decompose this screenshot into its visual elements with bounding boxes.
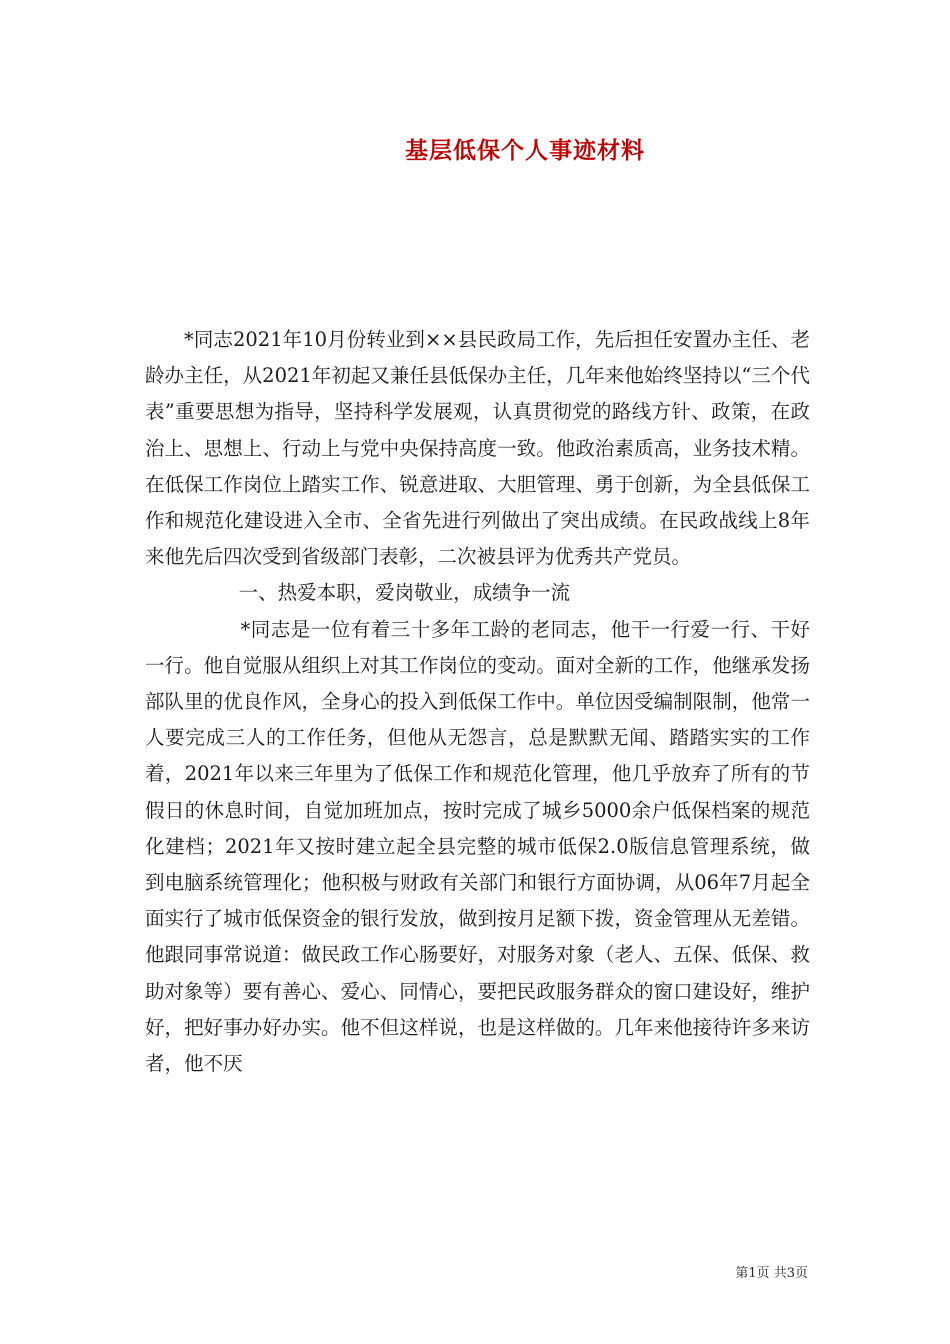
paragraph-section-1: *同志是一位有着三十多年工龄的老同志，他干一行爱一行、干好一行。他自觉服从组织上对其工作岗位的变动。面对全新的工作，他继承发扬部队里的优良作风，全身心的投入到低保工作中。单位因受编制限制，他常一人要完成三人的工作任务，但他从无怨言，总是默默无闻、踏踏实实的工作着，2021年以来三年里为了低保工作和规范化管理，他几乎放弃了所有的节假日的休息时间，自觉加班加点，按时完成了城乡5000余户低保档案的规范化建档；2021年又按时建立起全县完整的城市低保2.0版信息管理系统，做到电脑系统管理化；他积极与财政有关部门和银行方面协调，从06年7月起全面实行了城市低保资金的银行发放，做到按月足额下拨，资金管理从无差错。他跟同事常说道：做民政工作心肠要好，对服务对象（老人、五保、低保、救助对象等）要有善心、爱心、同情心，要把民政服务群众的窗口建设好，维护好，把好事办好办实。他不但这样说，也是这样做的。几年来他接待许多来访者，他不厌 [145, 617, 810, 1076]
page-number-footer: 第1页 共3页 [735, 1266, 808, 1281]
document-title: 基层低保个人事迹材料 [405, 137, 645, 164]
section-heading-1: 一、热爱本职，爱岗敬业，成绩争一流 [238, 581, 571, 605]
document-body [145, 322, 810, 1082]
paragraph-intro: *同志2021年10月份转业到××县民政局工作，先后担任安置办主任、老龄办主任，从2021年初起又兼任县低保办主任，几年来他始终坚持以“三个代表”重要思想为指导，坚持科学发展观，认真贯彻党的路线方针、政策，在政治上、思想上、行动上与党中央保持高度一致。他政治素质高，业务技术精。在低保工作岗位上踏实工作、锐意进取、大胆管理、勇于创新，为全县低保工作和规范化建设进入全市、全省先进行列做出了突出成绩。在民政战线上8年来他先后四次受到省级部门表彰，二次被县评为优秀共产党员。 [145, 328, 810, 569]
